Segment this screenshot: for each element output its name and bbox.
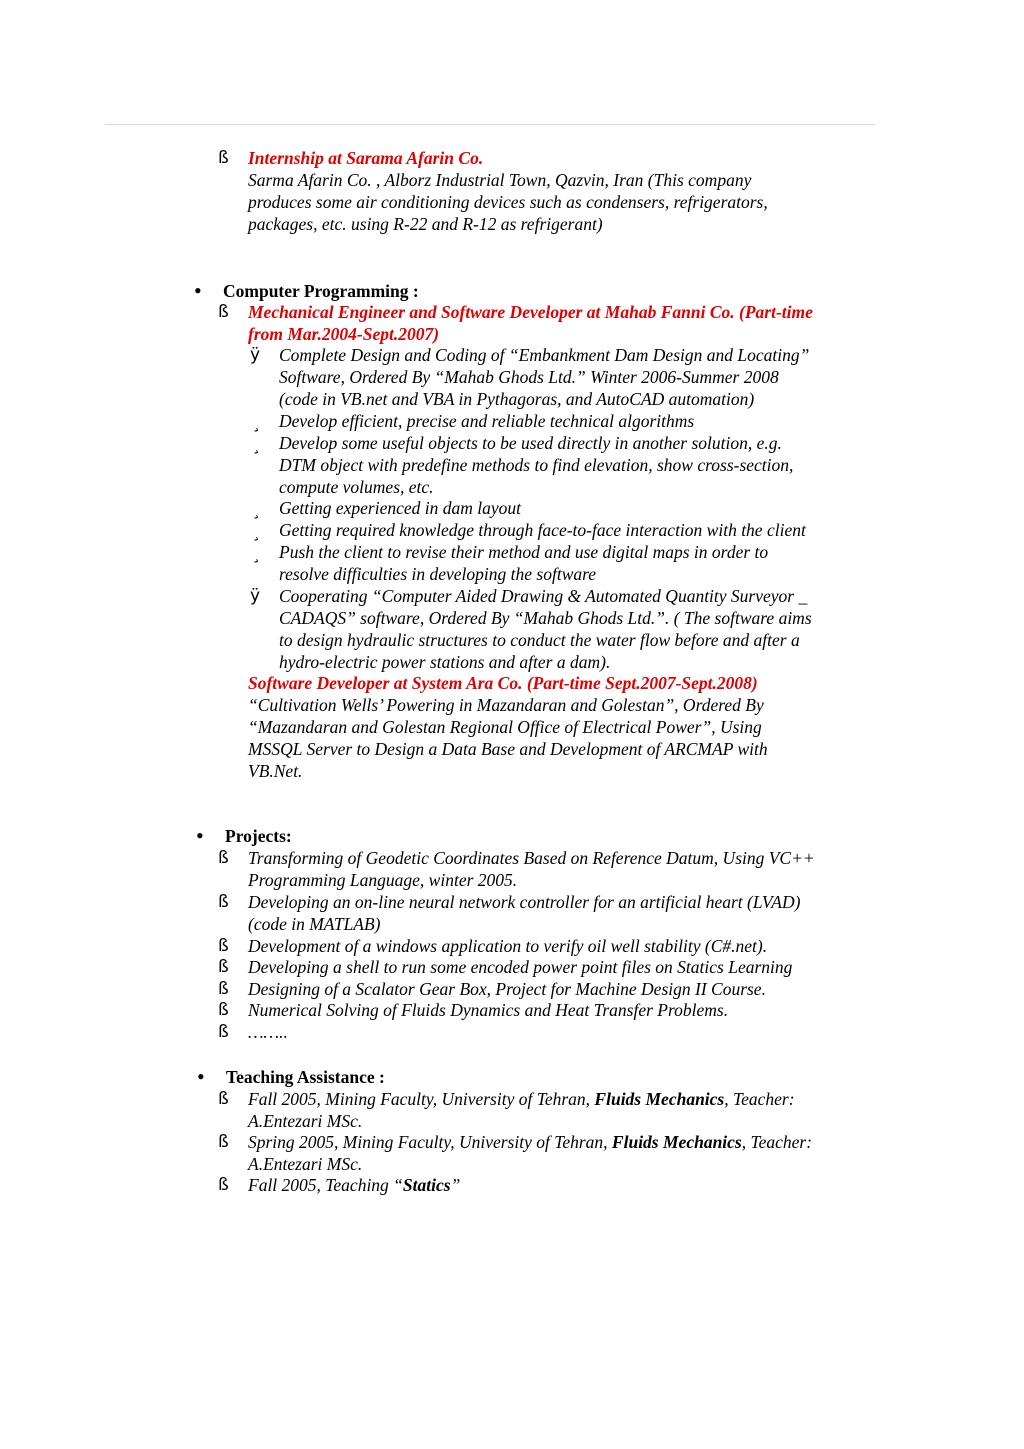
item-marker: ß bbox=[218, 1175, 229, 1195]
job2-line: “Cultivation Wells’ Powering in Mazandaran and Golestan”, Ordered By bbox=[248, 695, 764, 715]
teaching-item-text: Spring 2005, Mining Faculty, University of Tehran, bbox=[248, 1132, 612, 1152]
subitem-marker: ÿ bbox=[250, 586, 261, 606]
job1-bullet: Getting required knowledge through face-to-face interaction with the client bbox=[279, 520, 806, 540]
job1-bullet: Develop efficient, precise and reliable technical algorithms bbox=[279, 411, 695, 431]
teaching-heading: Teaching Assistance : bbox=[226, 1067, 385, 1087]
section-bullet: • bbox=[194, 278, 202, 303]
job1-bullet: DTM object with predefine methods to find elevation, show cross-section, bbox=[279, 455, 794, 475]
job1-bullet: Getting experienced in dam layout bbox=[279, 498, 522, 518]
subitem-marker: ÿ bbox=[250, 345, 261, 365]
item-marker: ß bbox=[218, 957, 229, 977]
project1-line: Software, Ordered By “Mahab Ghods Ltd.” Winter 2006-Summer 2008 bbox=[279, 367, 779, 387]
item-marker: ß bbox=[218, 936, 229, 956]
item-marker: ß bbox=[218, 1089, 229, 1109]
internship-line: Sarma Afarin Co. , Alborz Industrial Town, Qazvin, Iran (This company bbox=[248, 170, 752, 190]
item-marker: ß bbox=[218, 1132, 229, 1152]
job2-line: “Mazandaran and Golestan Regional Office of Electrical Power”, Using bbox=[248, 717, 762, 737]
teaching-item-cont: A.Entezari MSc. bbox=[248, 1111, 363, 1131]
item-marker: ß bbox=[218, 1000, 229, 1020]
teaching-item-text: Fall 2005, Teaching “ bbox=[248, 1175, 403, 1195]
job1-title: from Mar.2004-Sept.2007) bbox=[248, 324, 440, 344]
item-marker: ß bbox=[218, 302, 229, 322]
subitem-marker-minor: ¸ bbox=[252, 435, 261, 455]
item-marker: ß bbox=[218, 148, 229, 168]
job2-title: Software Developer at System Ara Co. (Part-time Sept.2007-Sept.2008) bbox=[248, 673, 758, 693]
teaching-item-text: , Teacher: bbox=[741, 1132, 813, 1152]
project-line: (code in MATLAB) bbox=[248, 914, 381, 934]
teaching-item-text: ” bbox=[450, 1175, 461, 1195]
project2-line: to design hydraulic structures to conduct the water flow before and after a bbox=[279, 630, 800, 650]
teaching-item bbox=[248, 1088, 795, 1110]
subitem-marker-minor: ¸ bbox=[252, 544, 261, 564]
project2-line: Cooperating “Computer Aided Drawing & Automated Quantity Surveyor _ bbox=[279, 586, 808, 606]
subitem-marker-minor: ¸ bbox=[252, 413, 261, 433]
item-marker: ß bbox=[218, 892, 229, 912]
teaching-item-text: Fall 2005, Mining Faculty, University of Tehran, bbox=[248, 1089, 595, 1109]
project1-line: Complete Design and Coding of “Embankment Dam Design and Locating” bbox=[279, 345, 810, 365]
job1-bullet: compute volumes, etc. bbox=[279, 477, 434, 497]
project-line: Developing a shell to run some encoded power point files on Statics Learning bbox=[248, 957, 793, 977]
course-name: Fluids Mechanics bbox=[594, 1089, 725, 1109]
project1-line: (code in VB.net and VBA in Pythagoras, and AutoCAD automation) bbox=[279, 389, 755, 409]
job1-title: Mechanical Engineer and Software Developer at Mahab Fanni Co. (Part-time bbox=[248, 302, 813, 322]
item-marker: ß bbox=[218, 979, 229, 999]
job1-bullet: resolve difficulties in developing the software bbox=[279, 564, 597, 584]
project2-line: hydro-electric power stations and after a dam). bbox=[279, 652, 611, 672]
job2-line: VB.Net. bbox=[248, 761, 303, 781]
item-marker: ß bbox=[218, 1022, 229, 1042]
header-rule bbox=[105, 124, 875, 125]
course-name: Statics bbox=[402, 1175, 451, 1195]
teaching-item-cont: A.Entezari MSc. bbox=[248, 1154, 363, 1174]
subitem-marker-minor: ¸ bbox=[252, 522, 261, 542]
project2-line: CADAQS” software, Ordered By “Mahab Ghods Ltd.”. ( The software aims bbox=[279, 608, 812, 628]
teaching-item-text: , Teacher: bbox=[724, 1089, 795, 1109]
internship-line: packages, etc. using R-22 and R-12 as refrigerant) bbox=[248, 214, 603, 234]
job2-line: MSSQL Server to Design a Data Base and Development of ARCMAP with bbox=[248, 739, 768, 759]
projects-heading: Projects: bbox=[225, 826, 292, 846]
programming-heading: Computer Programming : bbox=[223, 281, 419, 301]
project-line: Designing of a Scalator Gear Box, Project for Machine Design II Course. bbox=[248, 979, 766, 999]
job1-bullet: Develop some useful objects to be used directly in another solution, e.g. bbox=[279, 433, 782, 453]
project-line: …….. bbox=[248, 1022, 288, 1042]
project-line: Programming Language, winter 2005. bbox=[248, 870, 518, 890]
project-line: Development of a windows application to verify oil well stability (C#.net). bbox=[248, 936, 768, 956]
course-name: Fluids Mechanics bbox=[611, 1132, 742, 1152]
internship-title: Internship at Sarama Afarin Co. bbox=[248, 148, 484, 168]
section-bullet: • bbox=[197, 1064, 205, 1089]
project-line: Transforming of Geodetic Coordinates Based on Reference Datum, Using VC++ bbox=[248, 848, 815, 868]
teaching-item bbox=[248, 1174, 460, 1196]
project-line: Numerical Solving of Fluids Dynamics and Heat Transfer Problems. bbox=[248, 1000, 729, 1020]
job1-bullet: Push the client to revise their method and use digital maps in order to bbox=[279, 542, 769, 562]
teaching-item bbox=[248, 1131, 812, 1153]
internship-line: produces some air conditioning devices such as condensers, refrigerators, bbox=[248, 192, 768, 212]
project-line: Developing an on-line neural network controller for an artificial heart (LVAD) bbox=[248, 892, 801, 912]
item-marker: ß bbox=[218, 848, 229, 868]
subitem-marker-minor: ¸ bbox=[252, 500, 261, 520]
section-bullet: • bbox=[196, 823, 204, 848]
